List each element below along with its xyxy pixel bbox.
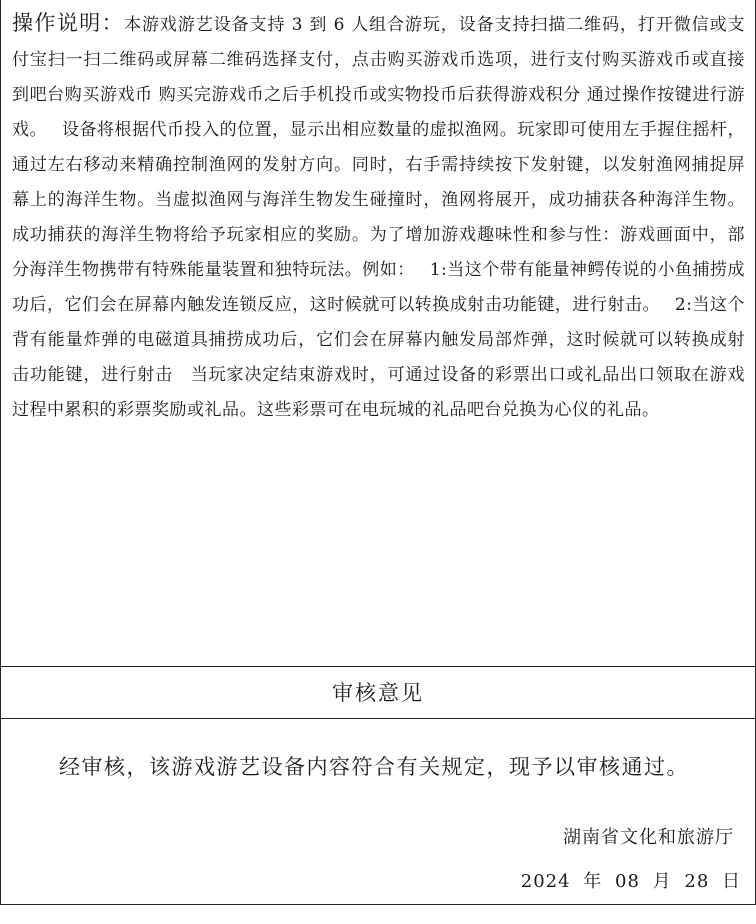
- review-opinion-header: 审核意见: [1, 667, 755, 719]
- review-date: 2024 年 08 月 28 日: [520, 871, 741, 892]
- review-result-cell: [1, 719, 755, 905]
- issuing-authority: 湖南省文化和旅游厅: [563, 827, 734, 848]
- instructions-text: 本游戏游艺设备支持 3 到 6 人组合游玩，设备支持扫描二维码，打开微信或支付宝扫一扫二维码或屏幕二维码选择支付，点击购买游戏币选项，进行支付购买游戏币或直接到吧台购买游戏币 购买完游戏币之后手机投币或实物投币后获得游戏积分 通过操作按键进行游戏。 设备将根据代币投入的位置，显示出相应数量的虚拟渔网。玩家即可使用左手握住摇杆，通过左右移动来精确控制渔网的发射方向。同时，右手需持续按下发射键，以发射渔网捕捉屏幕上的海洋生物。当虚拟渔网与海洋生物发生碰撞时，渔网将展开，成功捕获各种海洋生物。成功捕获的海洋生物将给予玩家相应的奖励。为了增加游戏趣味性和参与性：游戏画面中，部分海洋生物携带有特殊能量装置和独特玩法。例如： 1:当这个带有能量神鳄传说的小鱼捕捞成功后，它们会在屏幕内触发连锁反应，这时候就可以转换成射击功能键，进行射击。 2:当这个背有能量炸弹的电磁道具捕捞成功后，它们会在屏幕内触发局部炸弹，这时候就可以转换成射击功能键，进行射击 当玩家决定结束游戏时，可通过设备的彩票出口或礼品出口领取在游戏过程中累积的彩票奖励或礼品。这些彩票可在电玩城的礼品吧台兑换为心仪的礼品。: [12, 15, 745, 420]
- review-result-text: 经审核，该游戏游艺设备内容符合有关规定，现予以审核通过。: [59, 755, 689, 779]
- instructions-cell: [1, 0, 755, 667]
- instructions-label: 操作说明：: [12, 11, 125, 35]
